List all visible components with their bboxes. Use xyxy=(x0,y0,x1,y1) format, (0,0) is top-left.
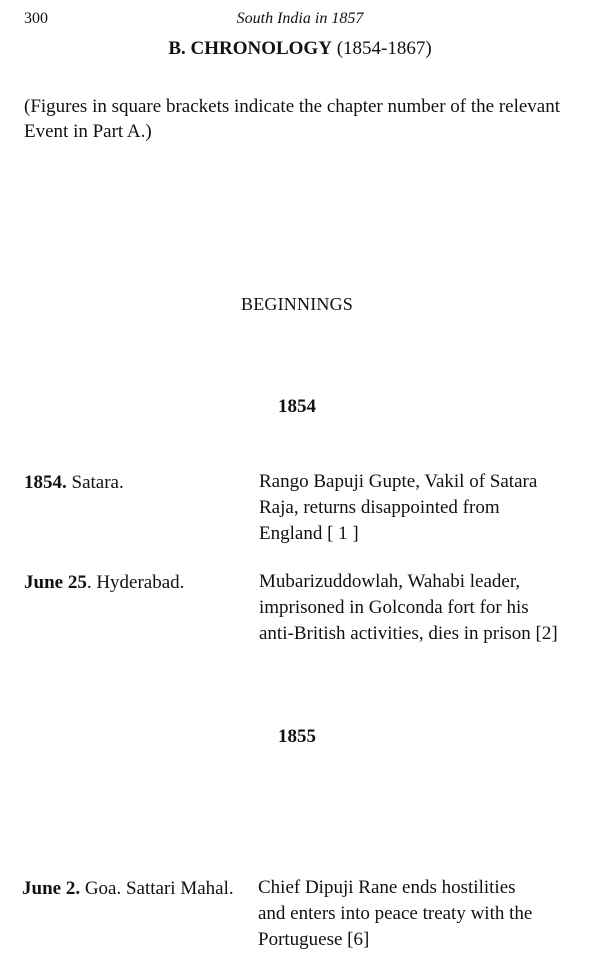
entry-description-line: imprisoned in Golconda fort for his xyxy=(259,597,529,618)
entry-description-line: Portuguese [6] xyxy=(258,929,370,950)
entry-place: Goa. Sattari Mahal. xyxy=(80,878,234,899)
era-heading: BEGINNINGS xyxy=(241,294,353,314)
intro-note-line: (Figures in square brackets indicate the chapter number of the relevant xyxy=(24,96,561,117)
page-number: 300 xyxy=(24,10,48,27)
entry-description-line: Rango Bapuji Gupte, Vakil of Satara xyxy=(259,471,538,492)
entry-description-line: and enters into peace treaty with the xyxy=(258,903,533,924)
entry-description-line: Chief Dipuji Rane ends hostilities xyxy=(258,877,516,898)
entry-description xyxy=(259,469,594,547)
entry-description xyxy=(259,569,594,647)
intro-note xyxy=(24,94,584,144)
entry-description-line: Mubarizuddowlah, Wahabi leader, xyxy=(259,571,521,592)
section-title-main: B. CHRONOLOGY xyxy=(168,38,332,59)
entry-date xyxy=(24,572,184,594)
year-heading-1855: 1855 xyxy=(278,726,316,747)
running-title: South India in 1857 xyxy=(236,10,364,27)
entry-date xyxy=(22,878,234,900)
intro-note-line: Event in Part A.) xyxy=(24,121,152,142)
entry-date xyxy=(24,472,124,494)
section-title-range: (1854-1867) xyxy=(331,38,432,59)
entry-description xyxy=(258,875,594,953)
entry-date-bold: June 2. xyxy=(22,878,81,899)
entry-date-bold: June 25 xyxy=(24,572,87,593)
entry-place: . Hyderabad. xyxy=(86,572,185,593)
entry-description-line: Raja, returns disappointed from xyxy=(259,497,500,518)
entry-place: Satara. xyxy=(66,472,124,493)
entry-date-bold: 1854. xyxy=(24,472,67,493)
section-title xyxy=(0,38,600,60)
entry-description-line: England [ 1 ] xyxy=(259,523,359,544)
entry-description-line: anti-British activities, dies in prison [2] xyxy=(259,623,558,644)
year-heading-1854: 1854 xyxy=(278,396,316,417)
